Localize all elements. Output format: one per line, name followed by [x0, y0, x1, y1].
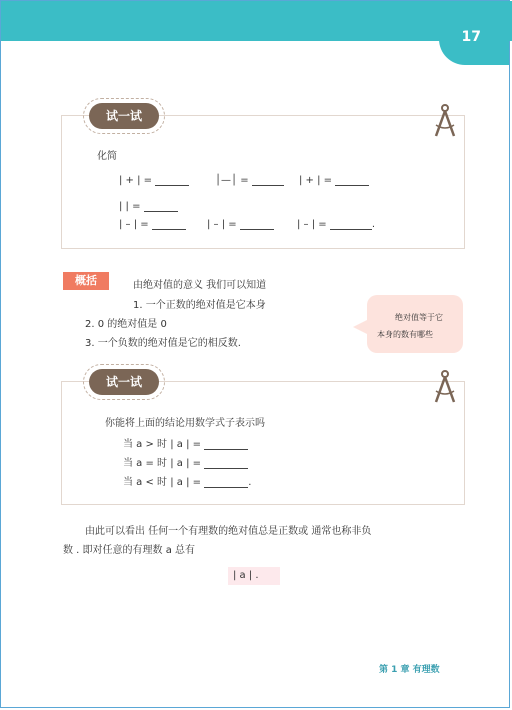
conclusion-line-1: 由此可以看出 任何一个有理数的绝对值总是正数或 通常也称非负: [85, 526, 372, 537]
summary-point-1: 1. 一个正数的绝对值是它本身: [133, 300, 266, 311]
expr-r2-1: | | =: [119, 201, 178, 212]
formula: | a | .: [233, 570, 259, 581]
expr-r1-3: | + | =: [299, 175, 369, 186]
case-zero: 当 a = 时 | a | =: [123, 454, 248, 469]
page-number: 17: [439, 13, 509, 65]
summary-intro: 由绝对值的意义 我们可以知道: [133, 280, 267, 291]
header-bar: [1, 1, 512, 41]
compass-icon: [431, 369, 459, 405]
practice-label-2: 试一试: [89, 369, 159, 395]
summary-label: 概括: [63, 272, 109, 290]
expr-r1-2: │—│ =: [215, 175, 284, 186]
case-negative: 当 a < 时 | a | = .: [123, 477, 252, 488]
practice-label-1: 试一试: [89, 103, 159, 129]
compass-icon: [431, 103, 459, 139]
practice1-prompt: 化简: [97, 151, 117, 162]
practice2-prompt: 你能将上面的结论用数学式子表示吗: [105, 418, 265, 429]
bubble-line-2: 本身的数有哪些: [377, 330, 433, 339]
summary-point-3: 3. 一个负数的绝对值是它的相反数.: [85, 338, 241, 349]
conclusion-line-2: 数 . 即对任意的有理数 a 总有: [63, 545, 196, 556]
summary-point-2: 2. 0 的绝对值是 0: [85, 319, 167, 330]
expr-r3-2: | – | =: [207, 219, 274, 230]
case-positive: 当 a > 时 | a | =: [123, 435, 248, 450]
bubble-line-1: 绝对值等于它: [395, 313, 443, 322]
chapter-footer: 第 1 章 有理数: [379, 665, 440, 675]
hint-bubble: [367, 295, 463, 353]
expr-r1-1: | + | =: [119, 175, 189, 186]
expr-r3-1: | – | =: [119, 219, 186, 230]
expr-r3-3: | – | = .: [297, 219, 376, 230]
